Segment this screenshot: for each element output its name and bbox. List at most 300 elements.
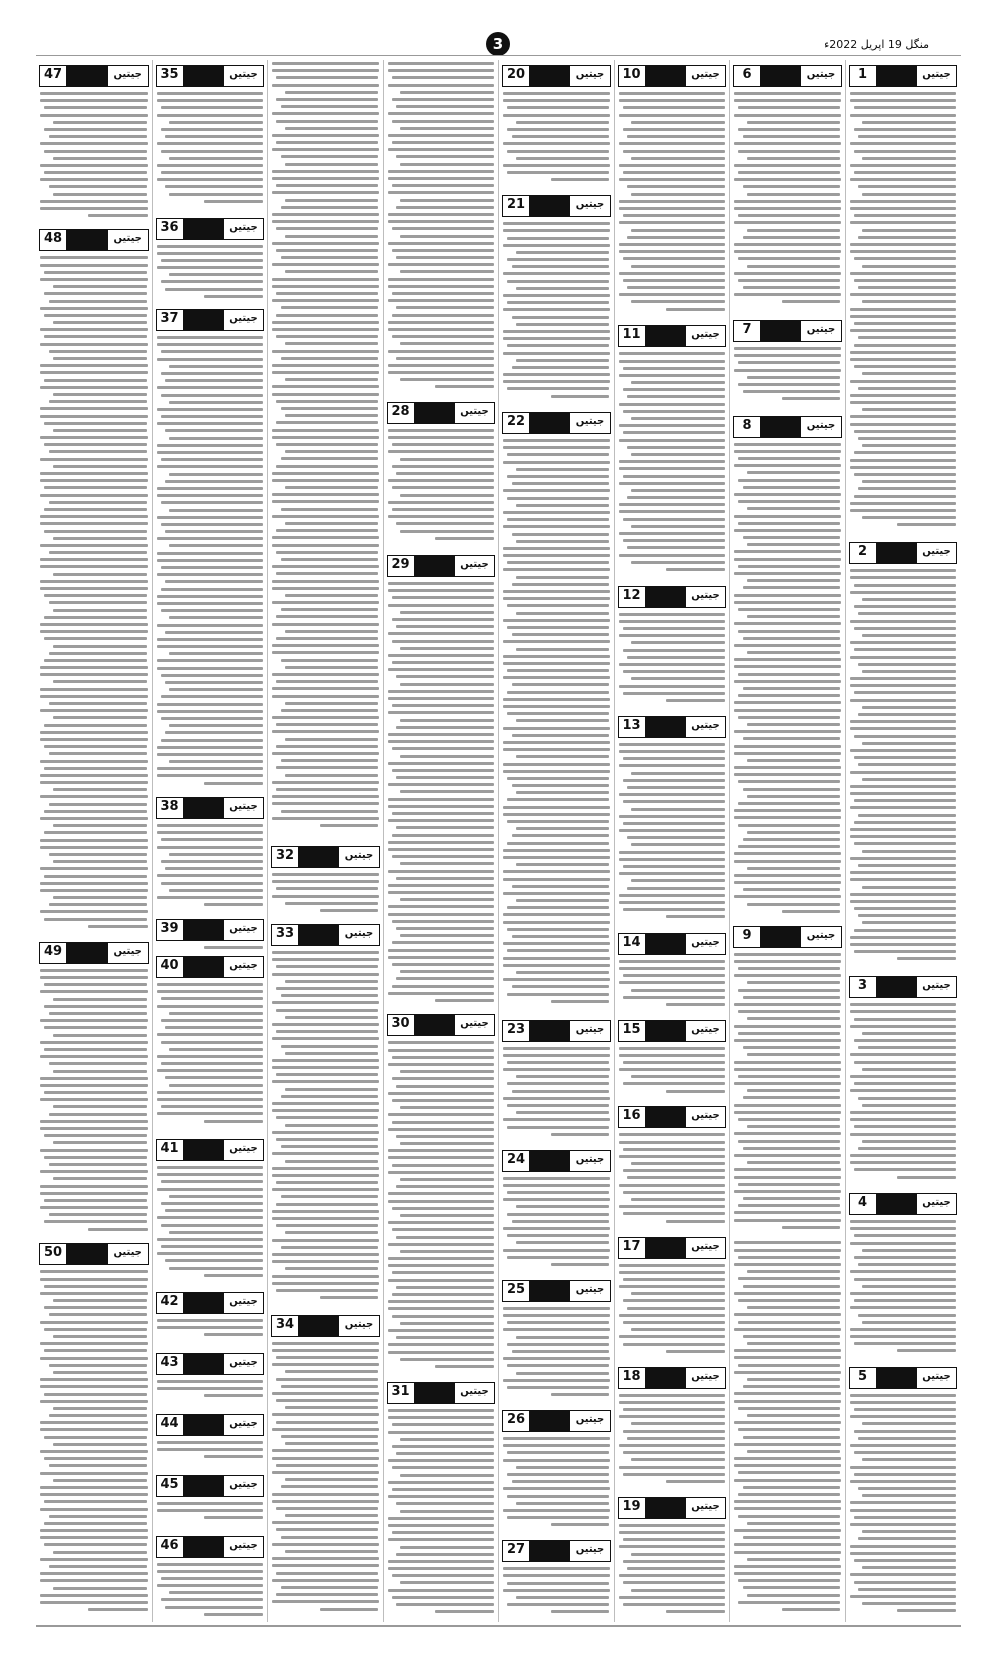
question-header [156,65,265,87]
question-block [618,581,727,711]
text-line [392,596,494,599]
text-line [507,475,609,478]
text-line [854,1430,956,1433]
text-line [743,486,841,489]
text-line [734,594,841,597]
text-line [272,285,379,288]
text-line [272,321,379,324]
text-line [862,516,956,519]
question-label: جیتیں [224,1537,263,1557]
text-line [165,185,263,188]
text-line [666,1220,725,1223]
text-line [400,1474,494,1477]
text-line [157,710,264,713]
text-line [854,1299,956,1302]
text-line [627,1307,725,1310]
text-line [44,1457,147,1460]
text-line [272,958,379,961]
question-block [502,1405,611,1535]
text-line [272,802,379,805]
text-line [503,1307,610,1310]
question-header-bar [646,717,686,737]
question-number: 18 [619,1368,646,1388]
text-line [507,497,609,500]
text-line [666,308,725,311]
text-line [897,1176,956,1179]
question-number: 40 [157,957,184,977]
text-line [507,258,609,261]
question-block [849,971,958,1188]
text-line [507,1473,609,1476]
text-line [49,803,148,806]
question-columns [36,60,960,1622]
text-line [734,1176,841,1179]
question-label: جیتیں [686,1498,725,1518]
text-line [400,1178,494,1181]
question-text [618,1262,727,1362]
text-line [285,1160,379,1163]
text-line [40,264,148,267]
text-line [49,1364,148,1367]
text-line [747,1017,841,1020]
text-line [516,1372,610,1375]
text-line [854,430,956,433]
question-header-bar [761,417,801,437]
text-line [53,1070,148,1073]
question-text [271,871,380,919]
text-line [400,342,494,345]
text-line [619,1335,726,1338]
text-line [40,695,148,698]
text-line [516,899,610,902]
text-line [157,1563,264,1566]
question-header-bar [184,798,224,818]
text-line [40,1019,148,1022]
question-header [39,65,149,87]
text-line [53,429,148,432]
text-line [161,501,263,504]
text-line [40,910,148,913]
text-line [44,1220,147,1223]
text-line [161,609,263,612]
question-header [502,1020,611,1042]
text-line [631,157,725,160]
text-line [388,1524,495,1527]
text-line [734,745,841,748]
question-header-bar [184,1537,224,1557]
text-line [53,1335,148,1338]
text-line [854,1516,956,1519]
text-line [272,1066,379,1069]
question-label: جیتیں [455,556,494,576]
question-number: 36 [157,219,184,239]
question-header [502,412,611,434]
question-header [618,716,727,738]
text-line [516,971,610,974]
text-line [619,482,726,485]
text-line [392,1121,494,1124]
text-line [854,1018,956,1021]
text-line [738,989,840,992]
question-number: 47 [40,66,67,86]
text-line [738,1032,840,1035]
question-block [502,407,611,1014]
question-label: جیتیں [224,1354,263,1374]
text-line [44,767,147,770]
text-line [272,1102,379,1105]
text-line [858,663,956,666]
text-line [396,1286,494,1289]
text-line [388,884,495,887]
text-line [516,827,610,830]
question-block [502,1015,611,1145]
text-line [666,1610,725,1613]
text-line [858,286,956,289]
text-line [734,1263,841,1266]
question-label: جیتیں [686,1368,725,1388]
text-line [503,1047,610,1050]
text-line [272,752,379,755]
text-line [392,1531,494,1534]
text-line [619,1466,726,1469]
text-line [850,1509,957,1512]
text-line [276,400,378,403]
question-number: 5 [850,1368,877,1388]
text-line [619,467,726,470]
text-line [272,1457,379,1460]
text-line [157,537,264,540]
text-line [388,1567,495,1570]
question-number: 13 [619,717,646,737]
text-line [850,1270,957,1273]
text-line [165,1026,263,1029]
text-line [388,213,495,216]
text-line [854,1278,956,1281]
text-line [850,1010,957,1013]
text-line [858,1046,956,1049]
text-line [157,831,264,834]
text-line [619,1401,726,1404]
text-line [734,752,841,755]
text-line [850,1227,957,1230]
text-line [503,705,610,708]
text-line [631,193,725,196]
text-line [512,482,610,485]
question-header-bar [877,977,917,997]
text-line [276,335,378,338]
question-text [156,1317,265,1348]
text-line [854,1581,956,1584]
text-line [157,824,264,827]
text-line [161,1598,263,1601]
text-line [169,509,263,512]
text-line [157,624,264,627]
text-line [631,1162,725,1165]
question-number: 29 [388,556,415,576]
text-line [169,437,263,440]
question-header-bar [415,1383,455,1403]
text-line [44,659,147,662]
question-header [39,942,149,964]
text-line [157,1091,264,1094]
text-line [157,444,264,447]
text-line [516,468,610,471]
text-line [281,105,379,108]
text-line [854,1473,956,1476]
text-line [40,386,148,389]
text-line [388,1257,495,1260]
text-line [850,200,957,203]
issue-date: منگل 19 اپریل 2022ء [824,38,929,51]
text-line [507,280,609,283]
text-line [850,502,957,505]
question-header [502,1540,611,1562]
text-line [161,171,263,174]
text-line [738,1407,840,1410]
text-line [782,910,841,913]
text-line [858,1263,956,1266]
text-line [285,486,379,489]
text-line [276,1289,378,1292]
text-line [631,381,725,384]
question-number: 4 [850,1194,877,1214]
text-line [281,306,379,309]
text-line [285,163,379,166]
text-line [734,1443,841,1446]
text-line [40,1378,148,1381]
text-line [396,155,494,158]
text-line [40,1185,148,1188]
text-line [747,157,841,160]
question-text [849,1001,958,1188]
text-line [850,351,957,354]
text-line [738,479,840,482]
question-header [733,416,842,438]
question-block [387,1009,496,1377]
text-line [858,437,956,440]
text-line [272,436,379,439]
text-line [44,1156,147,1159]
text-line [503,568,610,571]
text-line [734,1551,841,1554]
text-line [734,809,841,812]
text-line [503,619,610,622]
text-line [53,285,148,288]
text-line [396,1502,494,1505]
text-line [734,1039,841,1042]
text-line [619,178,726,181]
text-line [272,695,379,698]
text-line [272,1449,379,1452]
footer-rule [36,1625,961,1627]
text-line [503,806,610,809]
text-line [285,594,379,597]
question-header-bar [184,219,224,239]
text-line [392,1574,494,1577]
text-line [854,735,956,738]
text-line [619,424,726,427]
text-line [40,142,148,145]
text-line [157,1238,264,1241]
text-line [388,436,495,439]
text-line [619,1205,726,1208]
text-line [850,308,957,311]
text-line [734,200,841,203]
question-block [502,1145,611,1275]
question-block [618,1101,727,1231]
text-line [161,280,263,283]
text-line [850,1335,957,1338]
text-line [734,1543,841,1546]
question-label: جیتیں [686,1021,725,1041]
text-line [272,536,379,539]
text-line [388,1063,495,1066]
text-line [854,756,956,759]
text-line [623,1451,725,1454]
text-line [734,860,841,863]
text-line [734,1421,841,1424]
text-line [157,408,264,411]
text-line [400,378,494,381]
text-line [157,245,264,248]
text-line [619,272,726,275]
text-line [157,1570,264,1573]
text-line [619,858,726,861]
text-line [161,350,263,353]
text-line [619,360,726,363]
text-line [619,1415,726,1418]
text-line [157,1005,264,1008]
text-line [516,719,610,722]
text-line [858,914,956,917]
text-line [157,602,264,605]
text-line [49,1565,148,1568]
question-label: جیتیں [224,1415,263,1435]
text-line [281,256,379,259]
text-line [157,638,264,641]
question-label: جیتیں [570,1411,609,1431]
text-line [623,431,725,434]
text-line [388,913,495,916]
text-line [516,504,610,507]
text-line [40,207,148,210]
text-line [897,523,956,526]
text-line [738,1601,840,1604]
text-line [276,1203,378,1206]
question-header-bar [530,1281,570,1301]
text-line [169,760,263,763]
question-label: جیتیں [570,1151,609,1171]
question-number: 22 [503,413,530,433]
text-line [738,1515,840,1518]
text-line [862,1068,956,1071]
text-line [53,998,148,1001]
question-header-bar [415,556,455,576]
text-line [619,960,726,963]
question-number: 50 [40,1244,67,1264]
question-label: جیتیں [801,417,840,437]
text-line [516,359,610,362]
text-line [53,537,148,540]
text-line [272,242,379,245]
question-number: 7 [734,321,761,341]
text-line [743,838,841,841]
question-header-bar [761,321,801,341]
text-line [40,1084,148,1087]
question-header-bar [646,1238,686,1258]
text-line [619,439,726,442]
text-line [850,806,957,809]
text-line [272,1428,379,1431]
text-line [619,1155,726,1158]
text-line [738,171,840,174]
text-line [734,99,841,102]
text-line [40,1428,148,1431]
text-line [276,98,378,101]
question-block [849,60,958,537]
text-line [53,121,148,124]
question-header-bar [530,1411,570,1431]
text-line [850,900,957,903]
question-text [156,334,265,792]
text-line [388,1243,495,1246]
question-text [618,741,727,928]
text-line [734,773,841,776]
text-line [734,347,841,350]
text-line [281,659,379,662]
question-number: 25 [503,1281,530,1301]
text-line [388,582,495,585]
text-line [388,1221,495,1224]
question-text [502,90,611,190]
text-line [619,1285,726,1288]
question-text [618,90,727,320]
text-line [619,293,726,296]
text-line [53,860,148,863]
text-line [627,496,725,499]
text-line [503,294,610,297]
text-line [53,1551,148,1554]
text-line [619,634,726,637]
text-line [161,1577,263,1580]
text-line [40,1120,148,1123]
text-line [734,1241,841,1244]
text-line [44,875,147,878]
text-line [619,1184,726,1187]
text-line [272,1579,379,1582]
text-line [850,1220,957,1223]
text-line [53,1479,148,1482]
question-header [156,1536,265,1558]
text-line [161,674,263,677]
question-label: جیتیں [224,66,263,86]
question-block [387,60,496,397]
text-line [858,387,956,390]
question-text [502,437,611,1014]
text-line [850,221,957,224]
question-text [39,90,149,224]
text-line [169,365,263,368]
text-line [204,1274,263,1277]
text-line [388,1343,495,1346]
text-line [40,1529,148,1532]
text-line [743,536,841,539]
text-line [619,851,726,854]
text-line [285,1514,379,1517]
text-line [619,743,726,746]
text-line [40,328,148,331]
text-line [854,128,956,131]
